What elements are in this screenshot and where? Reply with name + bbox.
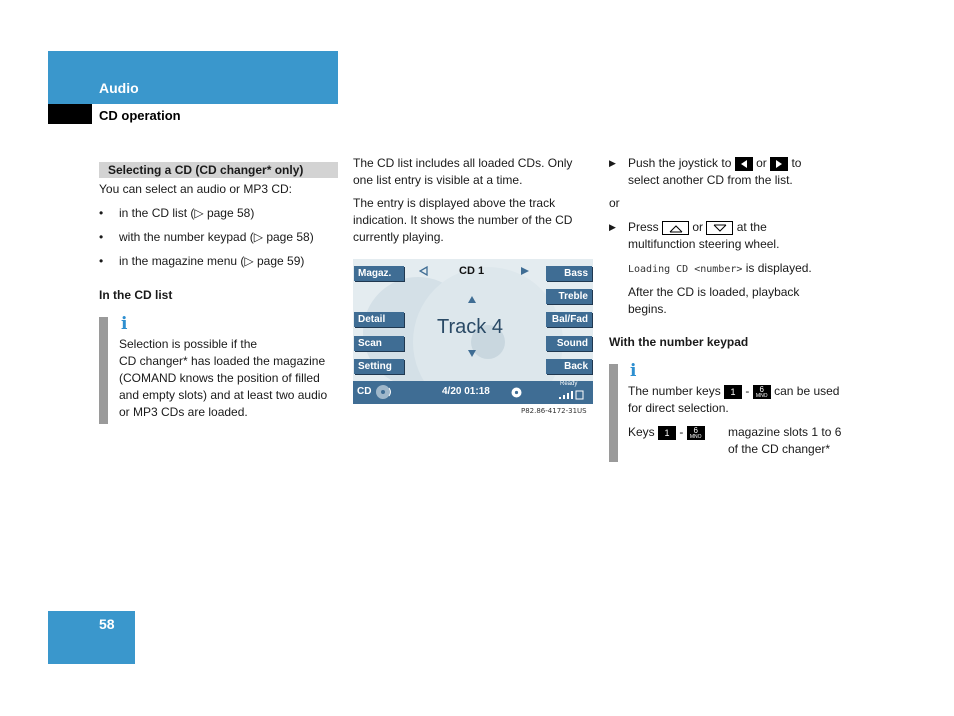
status-cd-label: CD <box>357 386 372 397</box>
note-bar <box>99 317 108 424</box>
figure-caption: P82.86-4172-31US <box>521 407 587 415</box>
number-key-1-icon: 1 <box>658 426 676 440</box>
keys-label-row: Keys 1 - 6 MNO <box>628 424 705 441</box>
next-cd-icon[interactable] <box>520 266 530 276</box>
step-arrow-icon: ▶ <box>609 158 616 168</box>
subheading-cd-list: In the CD list <box>99 288 173 302</box>
wheel-down-key-icon <box>706 221 733 235</box>
number-key-6-icon: 6 MNO <box>753 385 771 399</box>
cd-disc-icon <box>511 387 522 398</box>
number-key-1-icon: 1 <box>724 385 742 399</box>
down-arrow-icon[interactable] <box>467 349 477 358</box>
or-text: or <box>609 196 620 210</box>
up-arrow-icon[interactable] <box>467 295 477 304</box>
chapter-title: Audio <box>99 80 139 96</box>
note-text: Selection is possible if the CD changer* has loaded the magazine (COMAND knows the position of filled and empty slots) and at least two audio or MP3 CDs are loaded. <box>119 337 328 419</box>
status-ready: Ready <box>560 381 578 387</box>
reference-arrow-icon: ▷ <box>253 230 263 244</box>
after-loaded-text: After the CD is loaded, playback begins. <box>628 285 800 316</box>
number-key-6-icon: 6 MNO <box>687 426 705 440</box>
page-reference-link[interactable]: page 58) <box>206 206 255 220</box>
wheel-up-key-icon <box>662 221 689 235</box>
intro-text: You can select an audio or MP3 CD: <box>99 182 293 196</box>
bass-button[interactable]: Bass <box>546 266 592 281</box>
page-reference-link[interactable]: page 58) <box>266 230 314 244</box>
subheading-number-keypad: With the number keypad <box>609 335 749 349</box>
paragraph-entry: The entry is displayed above the track indication. It shows the number of the CD currently playing. <box>353 196 573 244</box>
step-joystick: Push the joystick to or to select another CD from the list. <box>628 156 802 187</box>
track-label: Track 4 <box>437 316 503 338</box>
cd-playing-icon <box>375 384 393 400</box>
previous-cd-icon[interactable] <box>419 266 429 276</box>
treble-button[interactable]: Treble <box>546 289 592 304</box>
section-subtitle: CD operation <box>99 108 181 123</box>
bullet-icon: • <box>99 230 104 244</box>
header-band <box>48 51 338 104</box>
detail-button[interactable]: Detail <box>354 312 404 327</box>
info-icon: i <box>630 361 637 381</box>
bullet-icon: • <box>99 254 104 268</box>
cd-label: CD 1 <box>459 265 485 277</box>
comand-display-screenshot <box>353 259 593 404</box>
status-bar <box>353 381 593 404</box>
joystick-right-key-icon <box>770 157 788 171</box>
page-number-box <box>48 611 135 664</box>
setting-button[interactable]: Setting <box>354 359 404 374</box>
section-heading-bar <box>99 162 338 178</box>
scan-button[interactable]: Scan <box>354 336 404 351</box>
keys-description: magazine slots 1 to 6 of the CD changer* <box>728 425 842 456</box>
reference-arrow-icon: ▷ <box>194 206 204 220</box>
status-time: 4/20 01:18 <box>442 386 490 397</box>
magaz-button[interactable]: Magaz. <box>354 266 404 281</box>
signal-strength-icon <box>559 390 589 400</box>
info-icon: i <box>121 314 128 334</box>
paragraph-cd-list: The CD list includes all loaded CDs. Only one list entry is visible at a time. <box>353 156 573 187</box>
balfad-button[interactable]: Bal/Fad <box>546 312 592 327</box>
page-number: 58 <box>99 616 115 632</box>
sound-button[interactable]: Sound <box>546 336 592 351</box>
back-button[interactable]: Back <box>546 359 592 374</box>
page-reference-link[interactable]: page 59) <box>256 254 305 268</box>
step-arrow-icon: ▶ <box>609 222 616 232</box>
header-marker <box>48 104 92 124</box>
reference-arrow-icon: ▷ <box>244 254 254 268</box>
loading-message: Loading CD <number> is displayed. <box>628 261 812 275</box>
note-number-keys: The number keys 1 - 6 MNO can be used for direct selection. <box>628 384 840 415</box>
section-heading: Selecting a CD (CD changer* only) <box>108 163 304 177</box>
step-steering-wheel: Press or at the multifunction steering wheel. <box>628 220 780 251</box>
note-bar <box>609 364 618 462</box>
joystick-left-key-icon <box>735 157 753 171</box>
bullet-icon: • <box>99 206 104 220</box>
